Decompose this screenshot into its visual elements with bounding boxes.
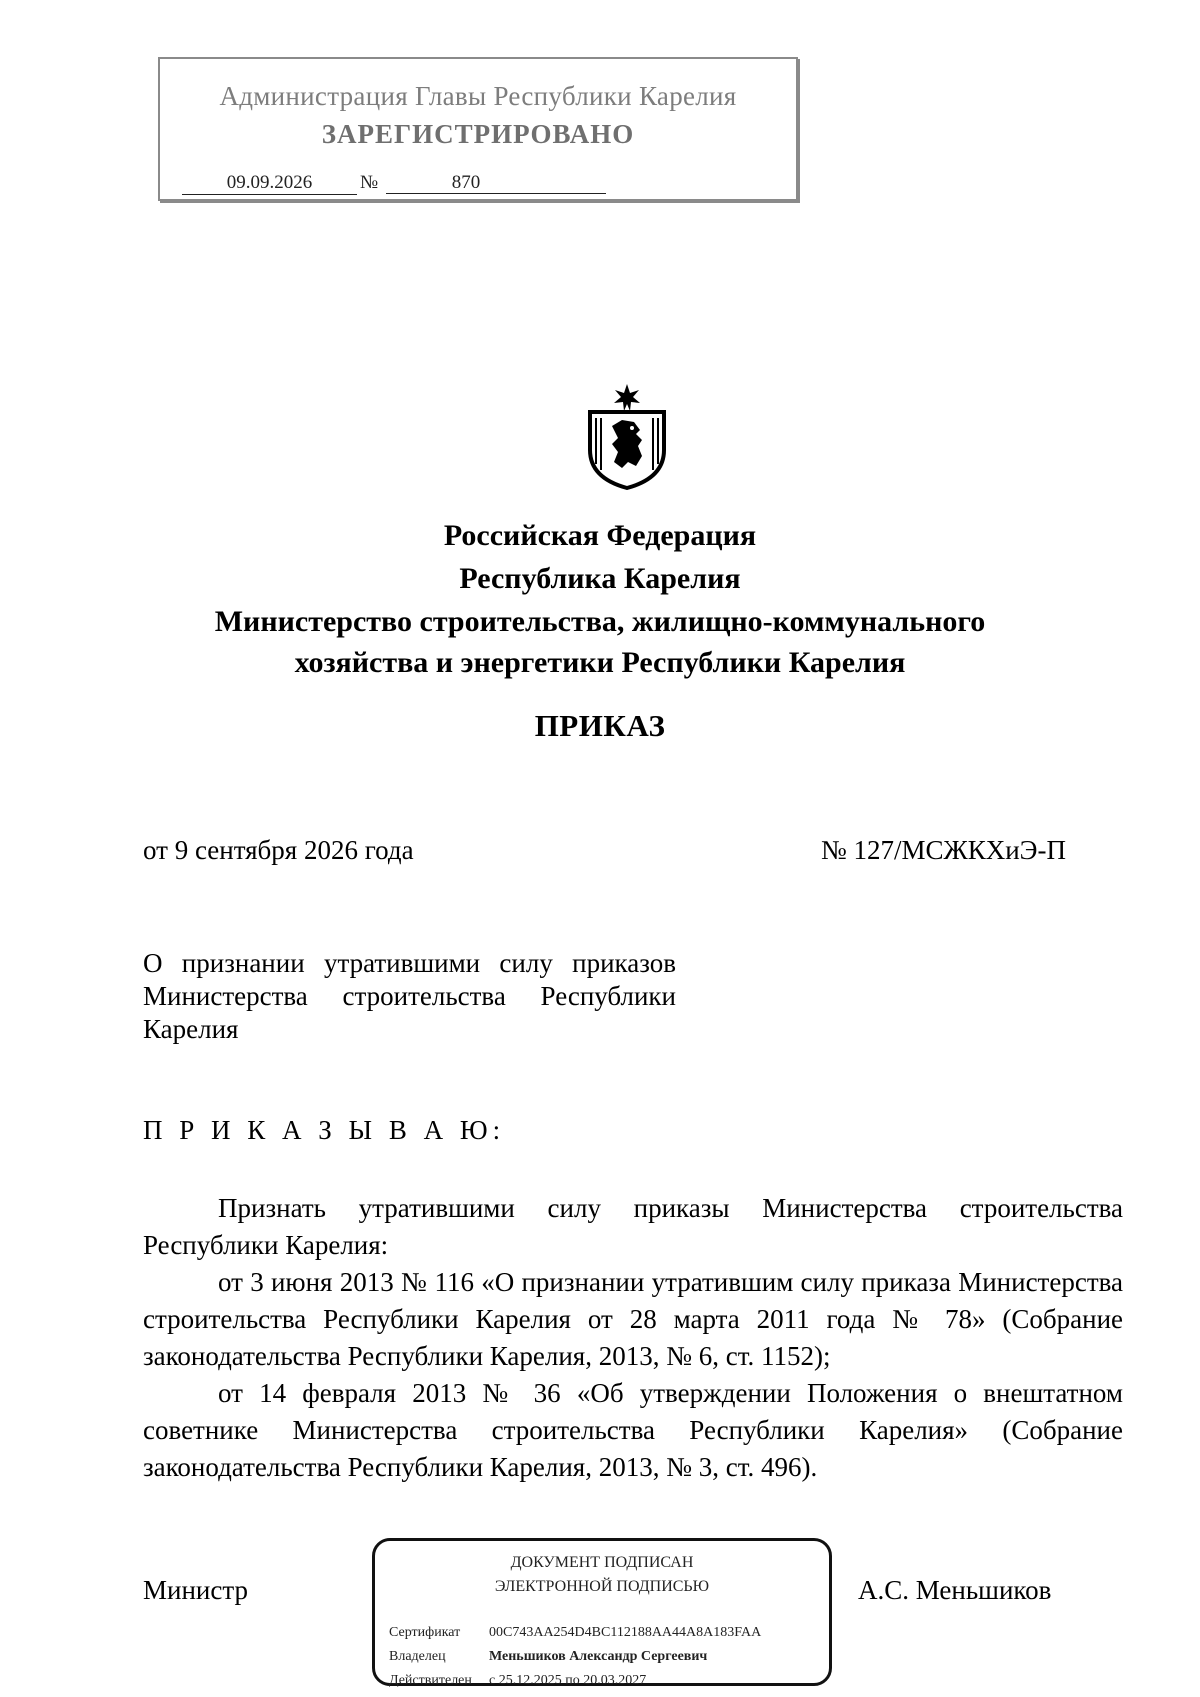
registration-date: 09.09.2026 bbox=[182, 172, 357, 195]
header-ministry-line1: Министерство строительства, жилищно-коммунального bbox=[214, 605, 986, 638]
e-signature-owner-row bbox=[389, 1649, 707, 1665]
certificate-value: 00C743AA254D4BC112188AA44A8A183FAA bbox=[489, 1625, 762, 1640]
header-country: Российская Федерация bbox=[443, 519, 757, 552]
certificate-label: Сертификат bbox=[389, 1625, 461, 1640]
body-paragraph: от 14 февраля 2013 № 36 «Об утверждении Положения о внештатном советнике Министерства строительства Республики Карелия» (Собрание законодательства Республики Карелия, 2013, № 3, ст. 496). bbox=[143, 1378, 1123, 1482]
registration-number-label: № bbox=[360, 172, 379, 193]
header-region: Республика Карелия bbox=[459, 562, 741, 595]
e-signature-title-line: ЭЛЕКТРОННОЙ ПОДПИСЬЮ bbox=[494, 1578, 710, 1595]
order-date: от 9 сентября 2026 года bbox=[143, 835, 414, 865]
order-number: № 127/МСЖКХиЭ-П bbox=[821, 835, 1066, 865]
signer-role: Министр bbox=[143, 1575, 248, 1605]
header-ministry-line2: хозяйства и энергетики Республики Карелия bbox=[294, 646, 906, 679]
owner-value: Меньшиков Александр Сергеевич bbox=[489, 1649, 708, 1664]
owner-label: Владелец bbox=[389, 1649, 446, 1664]
registration-status: ЗАРЕГИСТРИРОВАНО bbox=[321, 119, 635, 149]
validity-label: Действителен bbox=[389, 1673, 472, 1688]
registration-stamp bbox=[158, 57, 798, 201]
signer-name: А.С. Меньшиков bbox=[858, 1575, 1052, 1605]
e-signature-certificate-row bbox=[389, 1625, 761, 1641]
subject-line: О признании утратившими силу приказов bbox=[143, 948, 676, 978]
e-signature-validity-row bbox=[389, 1673, 646, 1689]
document-type-title: ПРИКАЗ bbox=[534, 708, 666, 743]
registration-organization: Администрация Главы Республики Карелия bbox=[219, 81, 737, 111]
body-paragraph: Признать утратившими силу приказы Министерства строительства Республики Карелия: bbox=[143, 1193, 1123, 1260]
e-signature-title bbox=[375, 1551, 829, 1599]
order-body bbox=[143, 1190, 1123, 1486]
e-signature-title-line: ДОКУМЕНТ ПОДПИСАН bbox=[510, 1554, 694, 1571]
order-subject bbox=[143, 947, 676, 1046]
subject-line: Министерства строительства Республики bbox=[143, 981, 676, 1011]
karelia-coat-of-arms-icon bbox=[582, 382, 672, 490]
registration-number: 870 bbox=[386, 172, 606, 194]
directive-heading: П Р И К А З Ы В А Ю: bbox=[143, 1115, 506, 1145]
subject-line: Карелия bbox=[143, 1014, 239, 1044]
electronic-signature-stamp bbox=[372, 1538, 832, 1686]
body-paragraph: от 3 июня 2013 № 116 «О признании утратившим силу приказа Министерства строительства Республики Карелия от 28 марта 2011 года № 78» (Собрание законодательства Республики Карелия, 2013, № 6, ст. 1152); bbox=[143, 1267, 1123, 1371]
validity-value: с 25.12.2025 по 20.03.2027 bbox=[489, 1673, 647, 1688]
